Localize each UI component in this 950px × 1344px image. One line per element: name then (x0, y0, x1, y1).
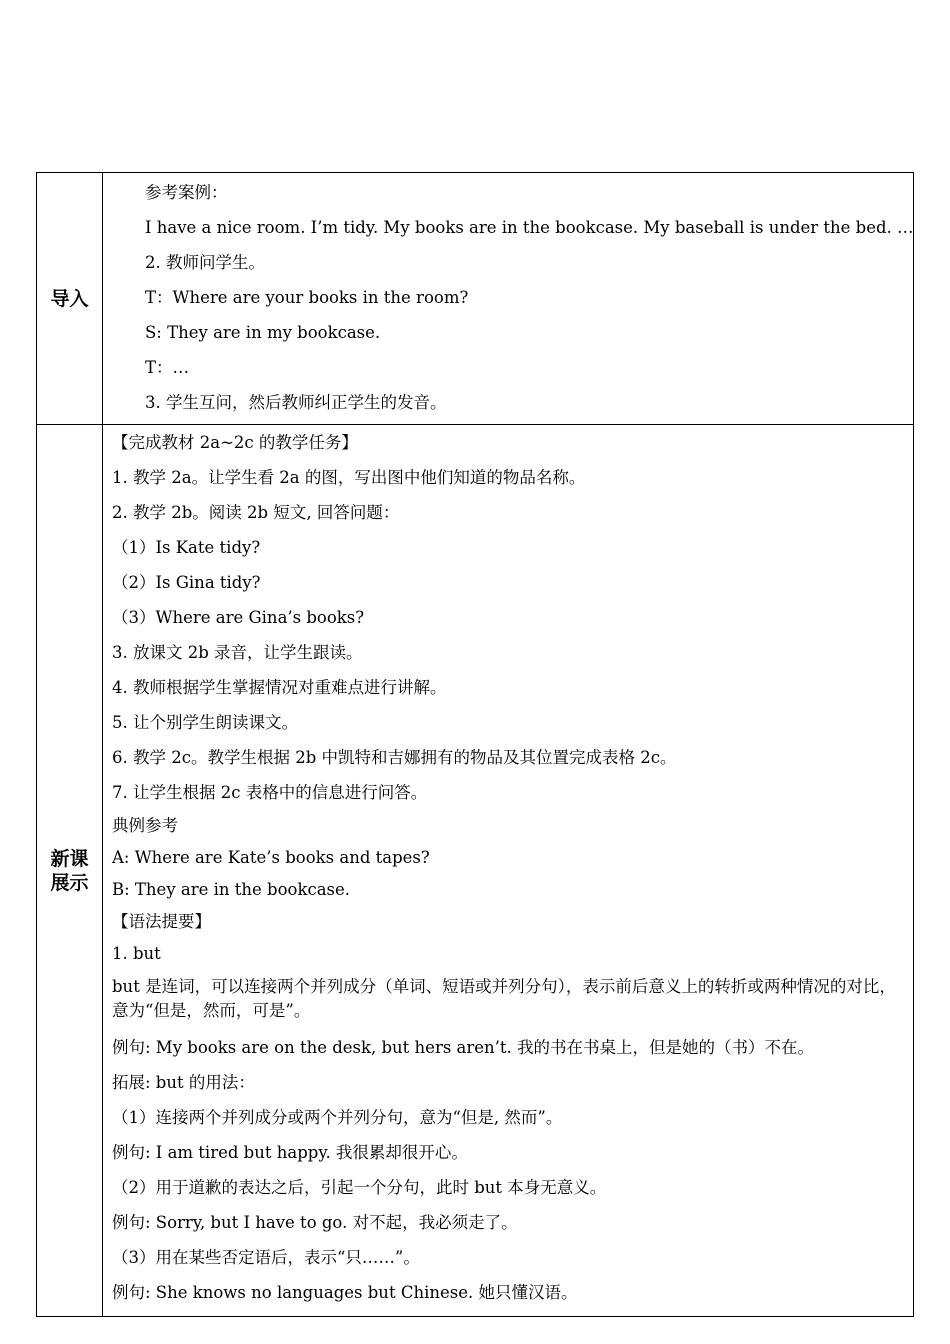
content-line: 3. 学生互问，然后教师纠正学生的发音。 (145, 393, 447, 412)
label-text-line1: 新课 (50, 847, 89, 870)
content-line: 例句: Sorry, but I have to go. 对不起，我必须走了。 (112, 1213, 518, 1232)
content-line: （2）Is Gina tidy? (112, 573, 261, 592)
content-line: B: They are in the bookcase. (112, 880, 351, 899)
section-label-new-lesson (37, 425, 103, 1317)
content-line: 典例参考 (112, 816, 178, 835)
label-text: 导入 (50, 287, 89, 310)
content-line: 1. but (112, 944, 161, 963)
label-text-line2: 展示 (50, 871, 89, 894)
content-line: 6. 教学 2c。教学生根据 2b 中凯特和吉娜拥有的物品及其位置完成表格 2c。 (112, 748, 677, 767)
content-line: 2. 教师问学生。 (145, 253, 265, 272)
content-line: （2）用于道歉的表达之后，引起一个分句，此时 but 本身无意义。 (112, 1178, 607, 1197)
content-line: 2. 教学 2b。阅读 2b 短文, 回答问题： (112, 503, 400, 522)
content-line: 7. 让学生根据 2c 表格中的信息进行问答。 (112, 783, 428, 802)
section-row-new-lesson (37, 425, 914, 1317)
content-line: （1）Is Kate tidy? (112, 538, 261, 557)
content-line: 1. 教学 2a。让学生看 2a 的图，写出图中他们知道的物品名称。 (112, 468, 586, 487)
section-content-intro (103, 173, 914, 425)
content-line: 参考案例： (145, 183, 228, 202)
section-content-new-lesson (103, 425, 914, 1317)
content-line: （1）连接两个并列成分或两个并列分句，意为“但是, 然而”。 (112, 1108, 563, 1127)
content-line: 3. 放课文 2b 录音，让学生跟读。 (112, 643, 363, 662)
content-line: S: They are in my bookcase. (145, 323, 381, 342)
content-line: T：… (145, 358, 190, 377)
content-line: A: Where are Kate’s books and tapes? (112, 848, 430, 867)
section-row-intro (37, 173, 914, 425)
content-line: 4. 教师根据学生掌握情况对重难点进行讲解。 (112, 678, 447, 697)
content-line: （3）Where are Gina’s books? (112, 608, 365, 627)
lesson-table (36, 172, 914, 1317)
content-line: 例句: My books are on the desk, but hers aren’t. 我的书在书桌上，但是她的（书）不在。 (112, 1038, 815, 1057)
content-line: 【完成教材 2a~2c 的教学任务】 (112, 433, 358, 452)
content-line: 5. 让个别学生朗读课文。 (112, 713, 298, 732)
content-line: I have a nice room. I’m tidy. My books are in the bookcase. My baseball is under the bed. … (145, 218, 914, 237)
section-label-intro (37, 173, 103, 425)
content-line: 拓展: but 的用法： (112, 1073, 255, 1092)
content-line: （3）用在某些否定语后，表示“只……”。 (112, 1248, 420, 1267)
content-line: 例句: She knows no languages but Chinese. 她只懂汉语。 (112, 1283, 578, 1302)
content-line: 【语法提要】 (112, 912, 211, 931)
content-paragraph: but 是连词，可以连接两个并列成分（单词、短语或并列分句），表示前后意义上的转折或两种情况的对比，意为“但是，然而，可是”。 (112, 977, 896, 1020)
content-line: T：Where are your books in the room? (145, 288, 469, 307)
content-line: 例句: I am tired but happy. 我很累却很开心。 (112, 1143, 468, 1162)
